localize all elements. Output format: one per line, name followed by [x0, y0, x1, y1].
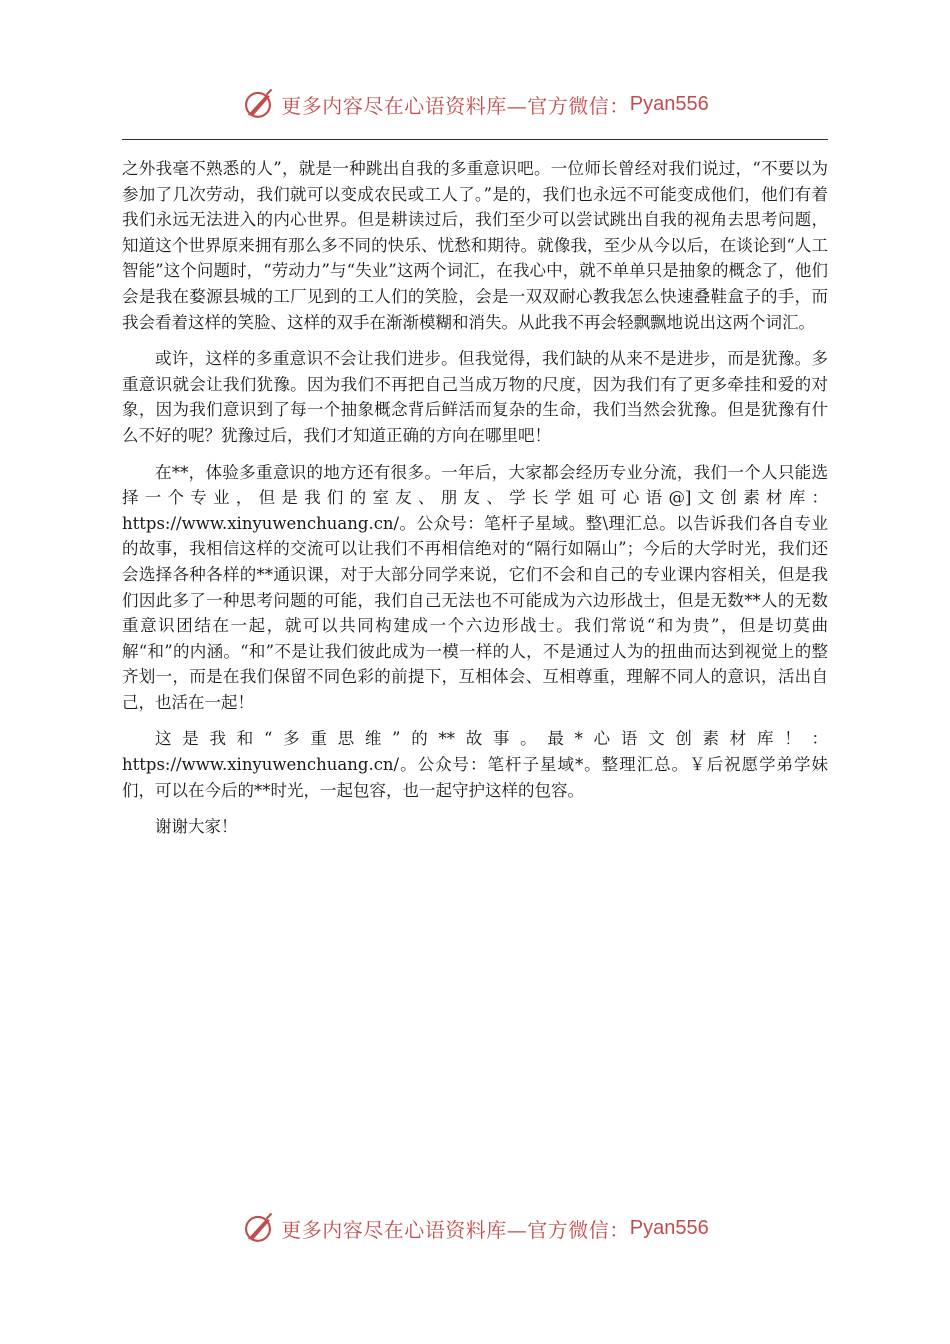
- document-body: [122, 156, 828, 851]
- footer-brand-text: 更多内容尽在心语资料库—官方微信：: [281, 1217, 630, 1242]
- paragraph-5: 谢谢大家！: [155, 817, 238, 837]
- paragraph-2: 或许，这样的多重意识不会让我们进步。但我觉得，我们缺的从来不是进步，而是犹豫。多重意识就会让我们犹豫。因为我们不再把自己当成万物的尺度，因为我们有了更多牵挂和爱的对象，因为我们意识到了每一个抽象概念背后鲜活而复杂的生命，我们当然会犹豫。但是犹豫有什么不好的呢？犹豫过后，我们才知道正确的方向在哪里吧！: [122, 349, 828, 445]
- paragraph-4: 这是我和“多重思维”的**故事。最*心语文创素材库！：https://www.xinyuwenchuang.cn/。公众号：笔杆子星域*。整理汇总。￥后祝愿学弟学妹们，可以在今后的**时光，一起包容，也一起守护这样的包容。: [122, 729, 828, 800]
- paragraph-1: 之外我毫不熟悉的人”，就是一种跳出自我的多重意识吧。一位师长曾经对我们说过，“不要以为参加了几次劳动，我们就可以变成农民或工人了。”是的，我们也永远不可能变成他们，他们有着我们永远无法进入的内心世界。但是耕读过后，我们至少可以尝试跳出自我的视角去思考问题，知道这个世界原来拥有那么多不同的快乐、忧愁和期待。就像我，至少从今以后，在谈论到“人工智能”这个问题时，“劳动力”与“失业”这两个词汇，在我心中，就不单单只是抽象的概念了，他们会是我在婺源县城的工厂见到的工人们的笑脸，会是一双双耐心教我怎么快速叠鞋盒子的手，而我会看着这样的笑脸、这样的双手在渐渐模糊和消失。从此我不再会轻飘飘地说出这两个词汇。: [122, 159, 828, 332]
- footer-wechat-id: Pyan556: [629, 1216, 709, 1239]
- header-brand: [0, 86, 950, 122]
- pen-logo-icon: [241, 87, 275, 121]
- footer-brand: [0, 1210, 950, 1246]
- header-wechat-id: Pyan556: [629, 92, 709, 115]
- header-divider: [122, 139, 828, 140]
- paragraph-3: 在**，体验多重意识的地方还有很多。一年后，大家都会经历专业分流，我们一个人只能选择一个专业，但是我们的室友、朋友、学长学姐可心语@]文创素材库：https://www.xinyuwenchuang.cn/。公众号：笔杆子星域。整\理汇总。以告诉我们各自专业的故事，我相信这样的交流可以让我们不再相信绝对的“隔行如隔山”；今后的大学时光，我们还会选择各种各样的**通识课，对于大部分同学来说，它们不会和自己的专业课内容相关，但是我们因此多了一种思考问题的可能，我们自己无法也不可能成为六边形战士，但是无数**人的无数重意识团结在一起，就可以共同构建成一个六边形战士。我们常说“和为贵”，但是切莫曲解“和”的内涵。“和”不是让我们彼此成为一模一样的人，不是通过人为的扭曲而达到视觉上的整齐划一，而是在我们保留不同色彩的前提下，互相体会、互相尊重，理解不同人的意识，活出自己，也活在一起！: [122, 462, 828, 712]
- header-brand-text: 更多内容尽在心语资料库—官方微信：: [281, 93, 630, 118]
- pen-logo-icon: [241, 1211, 275, 1245]
